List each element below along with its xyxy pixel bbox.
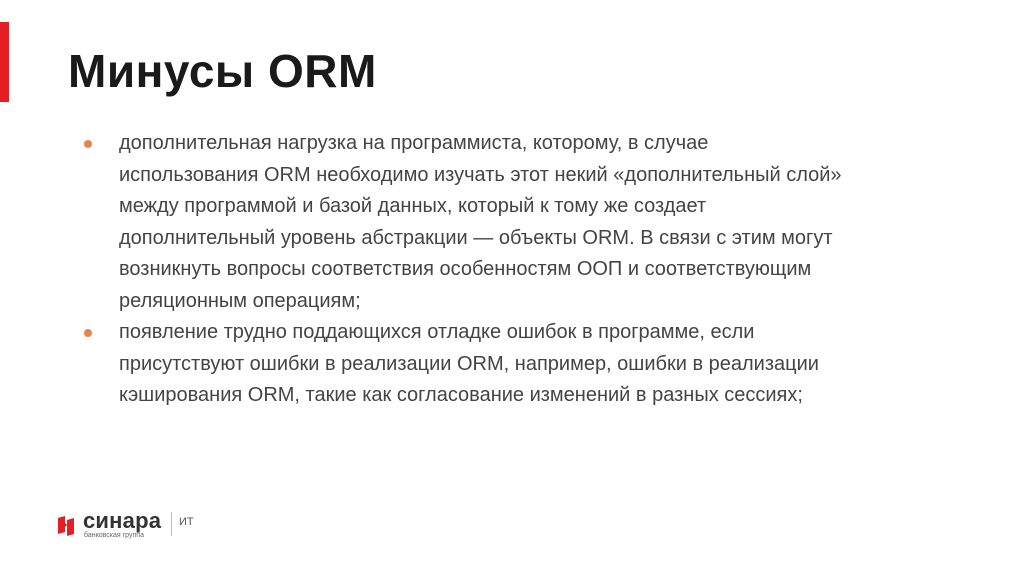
- slide-title: Минусы ORM: [68, 45, 377, 97]
- sinara-logo-icon: [56, 514, 76, 536]
- bullet-line: кэширования ORM, такие как согласование изменений в разных сессиях;: [119, 384, 803, 406]
- list-item: [84, 128, 964, 317]
- footer-divider: [171, 512, 172, 536]
- bullet-list: [84, 128, 964, 412]
- accent-bar: [0, 22, 9, 102]
- bullet-line: дополнительный уровень абстракции — объекты ORM. В связи с этим могут: [119, 226, 833, 249]
- bullet-line: возникнуть вопросы соответствия особенностям ООП и соответствующим: [119, 258, 812, 280]
- bullet-dot-icon: [84, 329, 92, 337]
- bullet-line: дополнительная нагрузка на программиста, которому, в случае: [119, 132, 709, 154]
- unit-label: ИТ: [179, 516, 194, 528]
- bullet-line: присутствуют ошибки в реализации ORM, например, ошибки в реализации: [119, 352, 819, 375]
- bullet-line: использования ORM необходимо изучать этот некий «дополнительный слой»: [119, 163, 842, 186]
- bullet-line: реляционным операциям;: [119, 289, 361, 312]
- bullet-line: появление трудно поддающихся отладке ошибок в программе, если: [119, 321, 755, 343]
- bullet-line: между программой и базой данных, который к тому же создает: [119, 195, 707, 217]
- brand-subtitle: банковская группа: [84, 532, 144, 539]
- list-item: [84, 317, 964, 412]
- bullet-dot-icon: [84, 140, 92, 148]
- brand-name: синара: [83, 508, 162, 533]
